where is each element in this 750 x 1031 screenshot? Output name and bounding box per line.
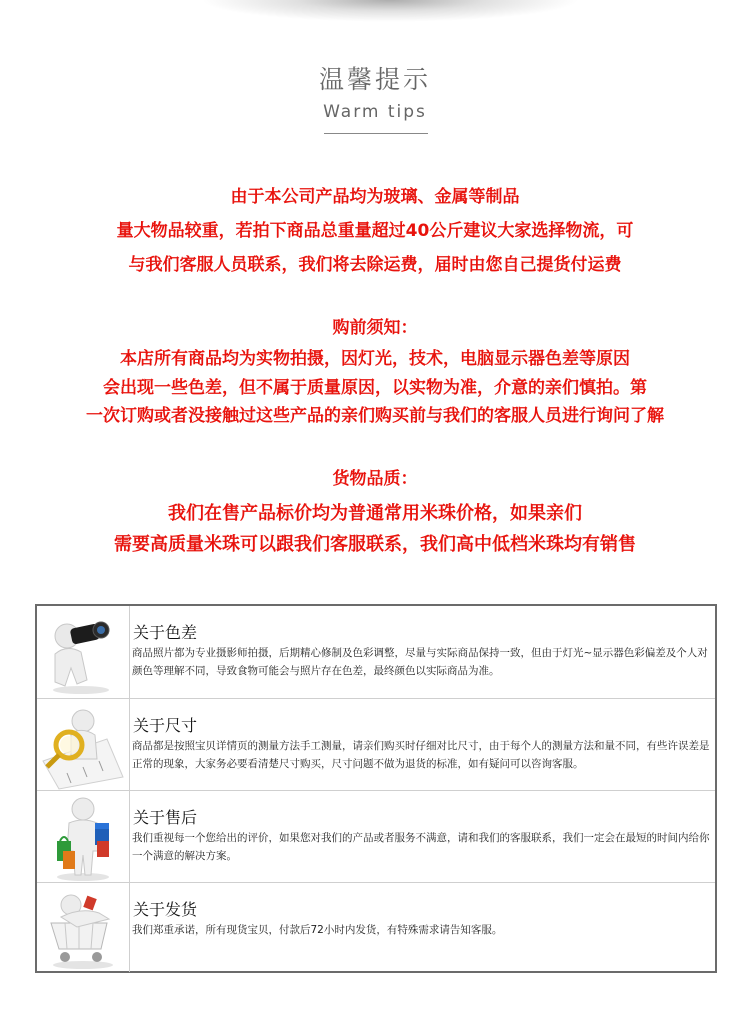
info-row-text: 商品都是按照宝贝详情页的测量方法手工测量，请亲们购买时仔细对比尺寸，由于每个人的测量方法和量不同，有些许误差是正常的现象，大家务必要看清楚尺寸购买，尺寸问题不做为退货的标准，如有疑问可以咨询客服。 [132, 740, 710, 770]
info-row-title: 关于尺寸 [133, 716, 198, 735]
purchase-notice-line-3: 一次订购或者没接触过这些产品的亲们购买前与我们的客服人员进行询问了解 [86, 406, 664, 426]
quality-heading: 货物品质： [332, 469, 418, 489]
purchase-notice-line-2: 会出现一些色差，但不属于质量原因，以实物为准，介意的亲们慎拍。第 [103, 378, 647, 398]
purchase-notice-line-1: 本店所有商品均为实物拍摄，因灯光，技术，电脑显示器色差等原因 [120, 349, 630, 369]
info-row-text: 我们重视每一个您给出的评价，如果您对我们的产品或者服务不满意，请和我们的客服联系，我们一定会在最短的时间内给你一个满意的解决方案。 [132, 832, 710, 862]
quality-line-1: 我们在售产品标价均为普通常用米珠价格，如果亲们 [168, 503, 582, 524]
shopping-cart-figure-icon [37, 883, 130, 972]
info-row-title: 关于发货 [133, 900, 198, 919]
info-row-title: 关于色差 [133, 623, 198, 642]
purchase-notice-heading: 购前须知： [332, 318, 418, 338]
page-subtitle: Warm tips [323, 102, 427, 122]
info-row-text: 我们郑重承诺，所有现货宝贝，付款后72小时内发货，有特殊需求请告知客服。 [132, 924, 503, 936]
notice-line-2: 量大物品较重，若拍下商品总重量超过40公斤建议大家选择物流，可 [116, 221, 634, 241]
page-title: 温馨提示 [318, 65, 431, 94]
quality-line-2: 需要高质量米珠可以跟我们客服联系，我们高中低档米珠均有销售 [114, 534, 636, 555]
info-row-after-sales [37, 790, 715, 883]
top-shadow-decoration [200, 0, 580, 22]
title-underline [324, 133, 428, 134]
info-row-color-difference [37, 606, 715, 698]
binoculars-figure-icon [37, 606, 130, 698]
shopping-bags-figure-icon [37, 791, 130, 883]
info-row-title: 关于售后 [133, 808, 198, 827]
notice-line-1: 由于本公司产品均为玻璃、金属等制品 [230, 187, 520, 207]
info-row-shipping [37, 882, 715, 972]
info-row-size [37, 698, 715, 791]
info-table [35, 604, 717, 973]
notice-line-3: 与我们客服人员联系，我们将去除运费，届时由您自己提货付运费 [128, 255, 622, 275]
ruler-magnifier-icon [37, 699, 130, 791]
info-row-text: 商品照片都为专业摄影师拍摄，后期精心修制及色彩调整，尽量与实际商品保持一致，但由于灯光~显示器色彩偏差及个人对颜色等理解不同，导致食物可能会与照片存在色差，最终颜色以实际商品为准。 [132, 647, 708, 677]
